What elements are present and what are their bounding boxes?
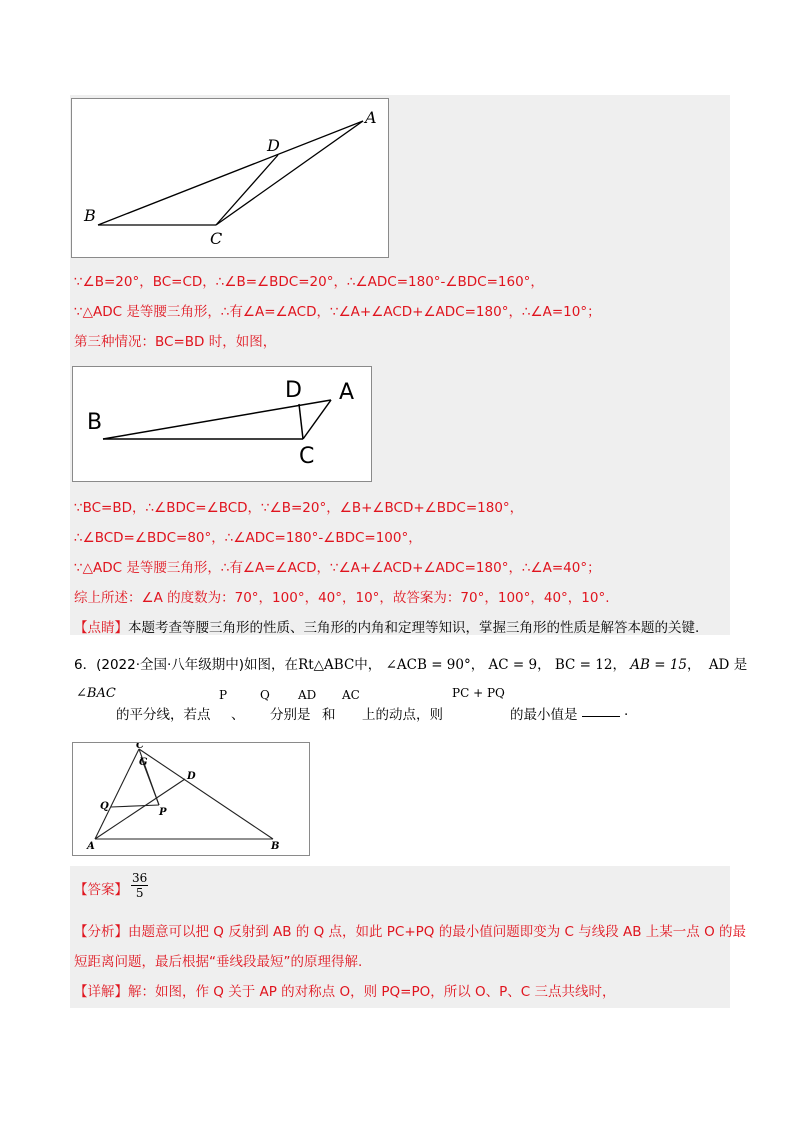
solution-line-2: ∵△ADC 是等腰三角形，∴有∠A=∠ACD，∵∠A+∠ACD+∠ADC=180°，∴∠A=10°； [74,304,601,320]
label-B: B [84,206,96,225]
detail-text-1: 解：如图，作 Q 关于 AP 的对称点 O，则 PQ=PO，所以 O、P、C 三点共线时， [128,984,616,1000]
text-bisector: 的平分线，若点 [116,707,211,723]
question-line-1 [74,653,747,673]
label-C: C [299,444,315,469]
solution-line-6: ∵△ADC 是等腰三角形，∴有∠A=∠ACD，∵∠A+∠ACD+∠ADC=180°，∴∠A=40°； [74,560,601,576]
solution-line-5: ∴∠BCD=∠BDC=80°，∴∠ADC=180°-∠BDC=100°， [74,530,422,546]
detail-line-1 [74,982,616,1002]
label-A: A [87,841,95,852]
solution-line-7: 综上所述：∠A 的度数为：70°，100°，40°，10°，故答案为：70°，100°，40°，10°. [74,590,610,606]
label-C: C [136,743,144,751]
math-q: Q [260,688,270,702]
label-D: D [267,136,280,155]
label-G: G [139,757,148,768]
question-line-2 [74,686,754,730]
comment-line [74,618,699,638]
solution-line-4: ∵BC=BD，∴∠BDC=∠BCD，∵∠B=20°，∠B+∠BCD+∠BDC=180°， [74,500,524,516]
label-B: B [87,410,103,435]
answer-fraction [131,871,148,900]
sep: ， [470,657,485,673]
math-bac: ∠BAC [76,686,116,701]
math-pcpq: PC + PQ [452,686,505,700]
text-moving: 上的动点，则 [362,707,443,723]
answer-blank [582,702,620,717]
text-mid: 中， [354,657,382,673]
label-D: D [285,378,302,403]
figure-2 [72,366,372,482]
sep: ， [612,657,626,673]
label-Q: Q [100,801,109,812]
text-are: 分别是 [270,707,311,723]
label-B: B [271,841,280,852]
label-C: C [210,229,223,248]
text-end: . [624,703,629,719]
text-min: 的最小值是 [510,707,578,723]
math-rt: Rt△ABC [298,657,355,673]
detail-tag: 【详解】 [74,984,128,1000]
figure-3 [72,742,310,856]
label-A: A [339,380,355,405]
solution-line-3: 第三种情况：BC=BD 时，如图， [74,334,277,350]
label-P: P [159,807,167,818]
text-and: 和 [322,707,336,723]
math-p: P [219,688,228,702]
comment-tag: 【点睛】 [74,620,128,636]
question-number: 6．(2022·全国·八年级期中)如图，在 [74,657,299,673]
sep: ， [537,657,551,673]
answer-numerator: 36 [132,871,148,885]
figure-1 [71,98,389,258]
math-bc: BC = 12 [554,657,613,673]
analysis-tag: 【分析】 [74,924,128,940]
sep: ， [687,657,701,673]
label-D: D [187,771,196,782]
solution-line-1: ∵∠B=20°，BC=CD，∴∠B=∠BDC=20°，∴∠ADC=180°-∠BDC=160°， [74,274,544,290]
answer-tag: 【答案】 [74,882,128,898]
math-acb: ∠ACB = 90° [385,657,471,673]
analysis-line-1 [74,922,746,942]
text-is: 是 [733,657,748,673]
analysis-text-1: 由题意可以把 Q 反射到 AB 的 Q 点，如此 PC+PQ 的最小值问题即变为 C 与线段 AB 上某一点 O 的最 [128,924,747,940]
math-ad: AD [708,657,730,673]
math-ac: AC = 9 [488,657,538,673]
math-ad2: AD [298,688,317,702]
math-ac2: AC [342,688,360,702]
text-dun: 、 [231,707,245,723]
comment-text: 本题考查等腰三角形的性质、三角形的内角和定理等知识，掌握三角形的性质是解答本题的关键. [128,620,700,636]
label-A: A [365,108,377,127]
answer-denominator: 5 [135,886,144,900]
math-ab: AB = 15 [630,657,688,673]
analysis-line-2: 短距离问题，最后根据“垂线段最短”的原理得解. [74,954,363,970]
